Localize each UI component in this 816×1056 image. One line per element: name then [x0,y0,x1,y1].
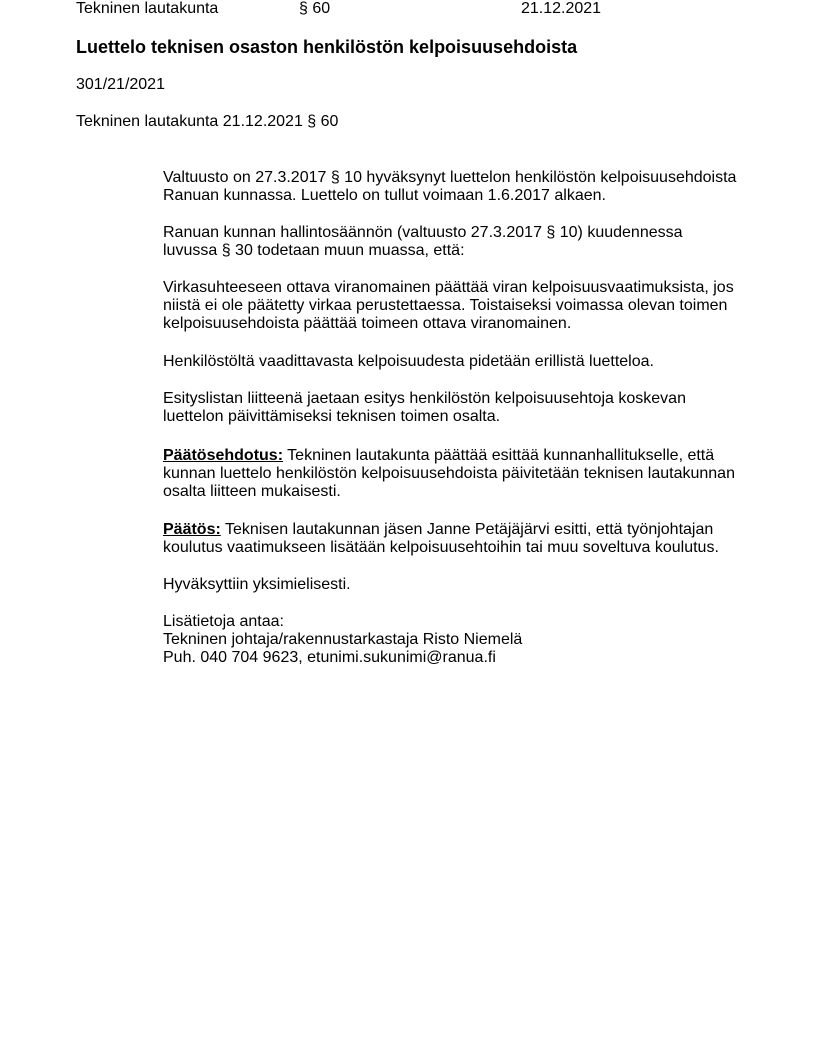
document-title: Luettelo teknisen osaston henkilöstön kelpoisuusehdoista [76,37,578,57]
paragraph-line: Tekninen johtaja/rakennustarkastaja Risto Niemelä [163,631,523,648]
paragraph-line: luettelon päivittämiseksi teknisen toimen osalta. [163,408,501,425]
header-board: Tekninen lautakunta [76,0,219,17]
header-section: § 60 [299,0,331,17]
paragraph-line: Esityslistan liitteenä jaetaan esitys henkilöstön kelpoisuusehtoja koskevan [163,390,686,407]
paragraph-line: Valtuusto on 27.3.2017 § 10 hyväksynyt luettelon henkilöstön kelpoisuusehdoista [163,169,737,186]
header-date: 21.12.2021 [521,0,602,17]
paragraph-line: osalta liitteen mukaisesti. [163,483,341,500]
paragraph-line: Ranuan kunnan hallintosäännön (valtuusto 27.3.2017 § 10) kuudennessa [163,224,683,241]
paragraph-line: kelpoisuusehdoista päättää toimeen ottava viranomainen. [163,315,572,332]
paragraph-line: koulutus vaatimukseen lisätään kelpoisuusehtoihin tai muu soveltuva koulutus. [163,539,719,556]
paragraph-line: Henkilöstöltä vaadittavasta kelpoisuudesta pidetään erillistä luetteloa. [163,353,654,370]
paragraph [163,390,686,426]
paragraph-line: Lisätietoja antaa: [163,613,284,630]
paragraph-line: Puh. 040 704 9623, etunimi.sukunimi@ranua.fi [163,649,496,666]
paragraph-text: Tekninen lautakunta päättää esittää kunnanhallitukselle, että [283,447,715,464]
paragraph [163,576,351,594]
paragraph-label: Päätösehdotus: [163,447,284,464]
paragraph-label: Päätös: [163,521,221,538]
paragraph [163,224,683,260]
paragraph-line: niistä ei ole päätetty virkaa perustettaessa. Toistaiseksi voimassa olevan toimen [163,297,728,314]
case-number: 301/21/2021 [76,76,165,93]
paragraph-text: Teknisen lautakunnan jäsen Janne Petäjäjärvi esitti, että työnjohtajan [220,521,714,538]
paragraph [163,521,719,557]
paragraph-line [163,521,719,539]
paragraph-line: Hyväksyttiin yksimielisesti. [163,576,351,593]
meeting-reference: Tekninen lautakunta 21.12.2021 § 60 [76,113,339,130]
paragraph-line: kunnan luettelo henkilöstön kelpoisuusehdoista päivitetään teknisen lautakunnan [163,465,735,482]
paragraph [163,169,736,205]
paragraph [163,353,654,371]
paragraph [163,279,734,333]
paragraph-line: Ranuan kunnassa. Luettelo on tullut voimaan 1.6.2017 alkaen. [163,187,606,204]
paragraph-line: luvussa § 30 todetaan muun muassa, että: [163,242,465,259]
paragraph-line: Virkasuhteeseen ottava viranomainen päättää viran kelpoisuusvaatimuksista, jos [163,279,734,296]
paragraph [163,447,735,501]
paragraph-line [163,447,735,465]
paragraph [163,613,522,667]
